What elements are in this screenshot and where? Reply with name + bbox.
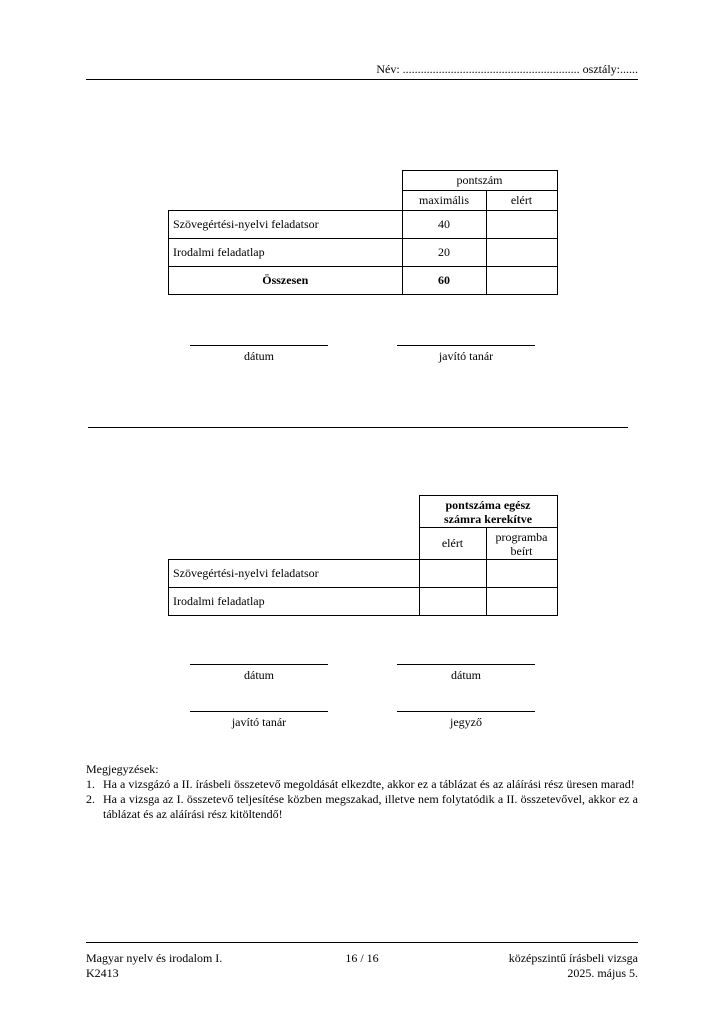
col-achieved-header: elért (419, 528, 486, 560)
list-item: 1. Ha a vizsgázó a II. írásbeli összetevő megoldását elkezdte, akkor ez a táblázat és az aláírási rész üresen marad! (86, 777, 635, 791)
footer-right (509, 951, 638, 981)
date-signature-right (397, 664, 535, 683)
date-signature-left (190, 664, 328, 683)
achieved-score-cell[interactable] (486, 239, 557, 267)
teacher-signature (190, 711, 328, 730)
total-label: Összesen (169, 267, 403, 295)
teacher-label: javító tanár (231, 715, 287, 729)
row-label: Szövegértési-nyelvi feladatsor (169, 211, 403, 239)
achieved-score-cell[interactable] (419, 588, 486, 616)
teacher-signature (397, 345, 535, 364)
section-divider (88, 427, 628, 428)
subject-name: Magyar nyelv és irodalom I. (86, 951, 223, 965)
table-row (169, 588, 558, 616)
max-score: 40 (402, 211, 486, 239)
date-label: dátum (244, 349, 274, 363)
table-row (169, 211, 558, 239)
footer-left (86, 951, 222, 981)
achieved-score-cell[interactable] (419, 560, 486, 588)
date-signature (190, 345, 328, 364)
name-class-line: Név: ........................................................... osztály:...... (376, 62, 638, 76)
date-label: dátum (244, 668, 274, 682)
note-text: Ha a vizsgázó a II. írásbeli összetevő megoldását elkezdte, akkor ez a táblázat és az aláírási rész üresen marad! (103, 777, 635, 791)
notes-title: Megjegyzések: (86, 762, 159, 776)
col-max-header: maximális (402, 191, 486, 211)
row-label: Irodalmi feladatlap (169, 239, 403, 267)
notes-list (86, 777, 638, 822)
table-row (169, 560, 558, 588)
footer-rule (86, 942, 638, 943)
score-group-header: pontszám (402, 171, 557, 191)
page-number: 16 / 16 (345, 951, 379, 965)
list-item: 2. Ha a vizsga az I. összetevő teljesítése közben megszakad, illetve nem folytatódik a II. összetevővel, akkor ez a táblázat és az aláírási rész kitöltendő! (86, 792, 638, 821)
row-label: Irodalmi feladatlap (169, 588, 420, 616)
col-program-header: programba beírt (486, 528, 557, 560)
exam-date: 2025. május 5. (567, 966, 638, 980)
achieved-score-cell[interactable] (486, 211, 557, 239)
table-row (169, 239, 558, 267)
total-max-score: 60 (402, 267, 486, 295)
total-row (169, 267, 558, 295)
total-achieved-cell[interactable] (486, 267, 557, 295)
col-achieved-header: elért (486, 191, 557, 211)
note-text: Ha a vizsga az I. összetevő teljesítése közben megszakad, illetve nem folytatódik a II. összetevővel, akkor ez a táblázat és az aláírási rész kitöltendő! (103, 792, 638, 821)
score-table-2 (168, 495, 558, 616)
program-score-cell[interactable] (486, 588, 557, 616)
notary-label: jegyző (450, 715, 482, 729)
notary-signature (397, 711, 535, 730)
exam-code: K2413 (86, 966, 119, 980)
rounded-score-header: pontszáma egész számra kerekítve (419, 496, 557, 528)
notes-section (86, 762, 638, 822)
max-score: 20 (402, 239, 486, 267)
teacher-label: javító tanár (438, 349, 494, 363)
date-label: dátum (451, 668, 481, 682)
row-label: Szövegértési-nyelvi feladatsor (169, 560, 420, 588)
exam-level: középszintű írásbeli vizsga (508, 951, 638, 965)
program-score-cell[interactable] (486, 560, 557, 588)
score-table-1 (168, 170, 558, 295)
header-rule (86, 79, 638, 80)
